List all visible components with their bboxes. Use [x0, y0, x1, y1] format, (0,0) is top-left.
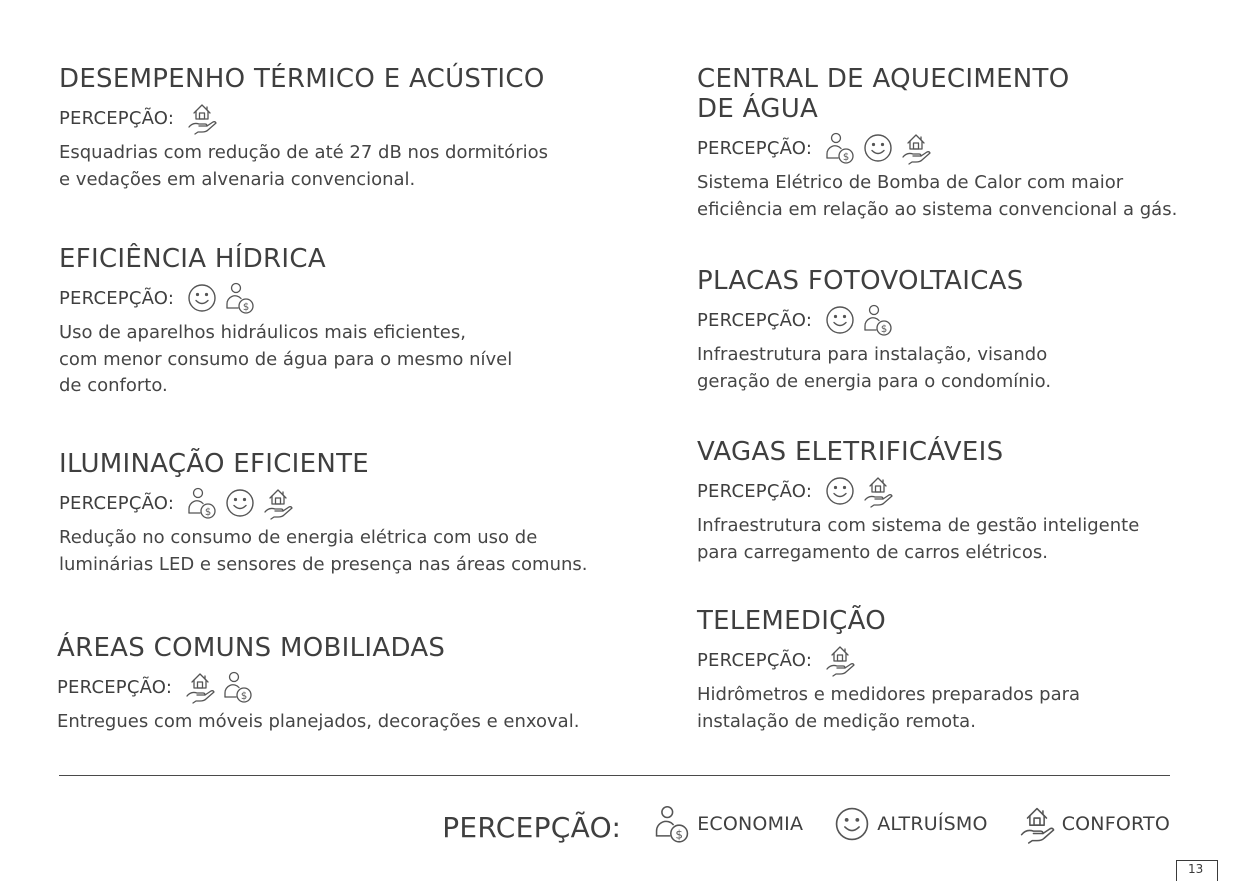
altruismo-icon	[824, 302, 856, 338]
perception-row	[697, 642, 1080, 678]
conforto-icon	[184, 669, 216, 705]
conforto-icon	[824, 642, 856, 678]
perception-label: PERCEPÇÃO:	[697, 309, 813, 331]
section-title: CENTRAL DE AQUECIMENTO DE ÁGUA	[697, 64, 1070, 124]
legend-title: PERCEPÇÃO:	[442, 810, 622, 844]
perception-label: PERCEPÇÃO:	[697, 480, 813, 502]
section-title: VAGAS ELETRIFICÁVEIS	[697, 437, 1004, 467]
section-description: Infraestrutura para instalação, visando geração de energia para o condomínio.	[697, 344, 1052, 392]
legend-item-conforto	[1018, 802, 1170, 846]
svg-text:$: $	[240, 691, 248, 702]
conforto-icon	[862, 473, 894, 509]
perception-label: PERCEPÇÃO:	[697, 649, 813, 671]
svg-text:$: $	[880, 324, 888, 335]
conforto-icon	[1018, 802, 1056, 846]
perception-legend	[442, 798, 1170, 850]
section-description: Entregues com móveis planejados, decorações e enxoval.	[57, 711, 580, 732]
section-desempenho	[59, 64, 548, 193]
section-telemedicao	[697, 606, 1080, 735]
economia-icon	[224, 280, 256, 316]
perception-label: PERCEPÇÃO:	[697, 137, 813, 159]
economia-icon	[653, 802, 691, 846]
section-description: Infraestrutura com sistema de gestão inteligente para carregamento de carros elétricos.	[697, 515, 1140, 563]
svg-text:$: $	[675, 827, 684, 842]
section-description: Esquadrias com redução de até 27 dB nos dormitórios e vedações em alvenaria convencional.	[59, 142, 548, 190]
perception-label: PERCEPÇÃO:	[59, 107, 175, 129]
altruismo-icon	[224, 485, 256, 521]
conforto-icon	[186, 100, 218, 136]
legend-label: ALTRUÍSMO	[877, 813, 988, 835]
economia-icon	[824, 130, 856, 166]
perception-label: PERCEPÇÃO:	[57, 676, 173, 698]
section-areas-comuns	[57, 633, 579, 736]
section-description: Hidrômetros e medidores preparados para instalação de medição remota.	[697, 684, 1081, 732]
section-title: PLACAS FOTOVOLTAICAS	[697, 266, 1024, 296]
economia-icon	[186, 485, 218, 521]
legend-label: CONFORTO	[1061, 813, 1170, 835]
section-title: ÁREAS COMUNS MOBILIADAS	[57, 633, 446, 663]
section-title: ILUMINAÇÃO EFICIENTE	[59, 449, 370, 479]
section-title: EFICIÊNCIA HÍDRICA	[59, 244, 326, 274]
perception-row	[697, 473, 1139, 509]
section-placas	[697, 266, 1051, 395]
legend-label: ECONOMIA	[697, 813, 804, 835]
section-description: Uso de aparelhos hidráulicos mais eficientes, com menor consumo de água para o mesmo nível de conforto.	[59, 322, 513, 396]
section-vagas	[697, 437, 1139, 566]
altruismo-icon	[824, 473, 856, 509]
altruismo-icon	[833, 802, 871, 846]
perception-row	[59, 485, 588, 521]
altruismo-icon	[862, 130, 894, 166]
economia-icon	[222, 669, 254, 705]
svg-text:$: $	[242, 302, 250, 313]
perception-label: PERCEPÇÃO:	[59, 492, 175, 514]
section-title: TELEMEDIÇÃO	[697, 606, 887, 636]
legend-item-economia	[653, 802, 825, 846]
page-number: 13	[1188, 862, 1204, 876]
perception-row	[697, 130, 1177, 166]
perception-row	[57, 669, 579, 705]
section-central-aquecimento	[697, 64, 1177, 223]
perception-row	[697, 302, 1051, 338]
section-title: DESEMPENHO TÉRMICO E ACÚSTICO	[59, 64, 545, 94]
conforto-icon	[900, 130, 932, 166]
section-iluminacao	[59, 449, 588, 578]
legend-item-altruismo	[833, 802, 1010, 846]
svg-text:$: $	[204, 507, 212, 518]
svg-text:$: $	[842, 152, 850, 163]
perception-label: PERCEPÇÃO:	[59, 287, 175, 309]
perception-row	[59, 100, 548, 136]
section-eficiencia-hidrica	[59, 244, 512, 400]
section-description: Sistema Elétrico de Bomba de Calor com maior eficiência em relação ao sistema convencional a gás.	[697, 172, 1178, 220]
economia-icon	[862, 302, 894, 338]
conforto-icon	[262, 485, 294, 521]
divider	[59, 775, 1170, 776]
altruismo-icon	[186, 280, 218, 316]
section-description: Redução no consumo de energia elétrica com uso de luminárias LED e sensores de presença nas áreas comuns.	[59, 527, 588, 575]
perception-row	[59, 280, 512, 316]
